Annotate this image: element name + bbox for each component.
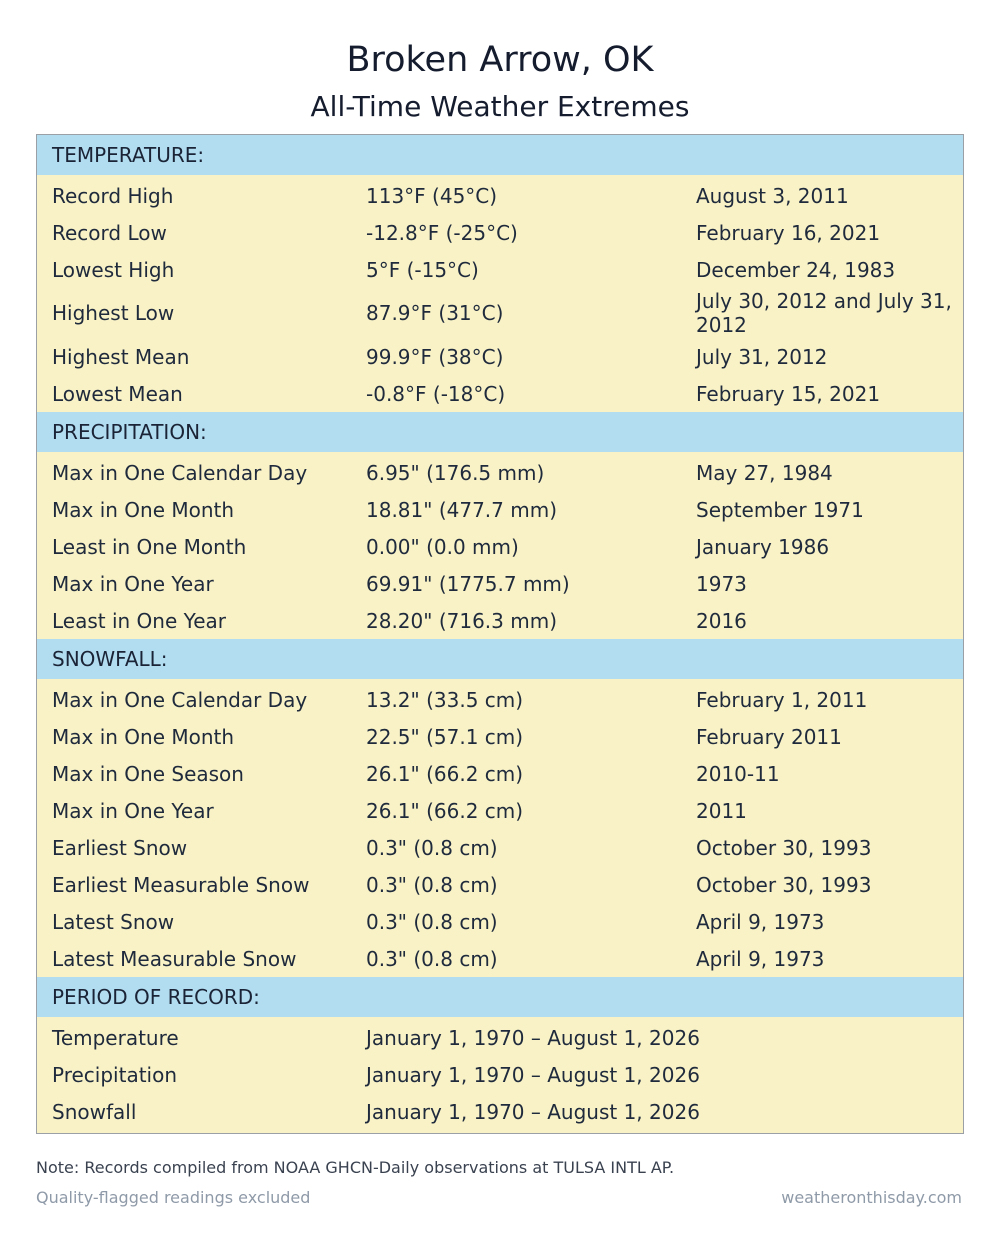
row-date: February 15, 2021 (696, 381, 881, 406)
row-date: August 3, 2011 (696, 183, 849, 208)
row-date: April 9, 1973 (696, 909, 825, 934)
row-label: Max in One Calendar Day (52, 460, 308, 485)
row-label: Snowfall (52, 1099, 137, 1124)
table-row (37, 903, 963, 940)
row-date: 2010-11 (696, 761, 780, 786)
table-row (37, 214, 963, 251)
row-date: February 1, 2011 (696, 687, 868, 712)
source-credit: weatheronthisday.com (781, 1188, 962, 1207)
table-row (37, 288, 963, 338)
row-value: -0.8°F (-18°C) (366, 381, 506, 406)
table-row (37, 681, 963, 718)
page-subtitle: All-Time Weather Extremes (310, 90, 690, 123)
table-row (37, 251, 963, 288)
row-label: Max in One Season (52, 761, 244, 786)
row-value: 0.3" (0.8 cm) (366, 872, 498, 897)
table-row (37, 528, 963, 565)
row-value: 18.81" (477.7 mm) (366, 497, 557, 522)
row-date: 2011 (696, 798, 747, 823)
row-value: 26.1" (66.2 cm) (366, 798, 524, 823)
table-row (37, 866, 963, 903)
row-date: December 24, 1983 (696, 257, 896, 282)
extremes-table (36, 134, 964, 1134)
row-label: Least in One Year (52, 608, 226, 633)
table-row (37, 1056, 963, 1093)
row-label: Highest Low (52, 301, 175, 325)
row-value: 0.3" (0.8 cm) (366, 909, 498, 934)
table-row (37, 718, 963, 755)
footnote: Note: Records compiled from NOAA GHCN-Daily observations at TULSA INTL AP. (36, 1158, 675, 1177)
row-value: 6.95" (176.5 mm) (366, 460, 545, 485)
table-row (37, 454, 963, 491)
row-value: 69.91" (1775.7 mm) (366, 571, 570, 596)
row-value: 28.20" (716.3 mm) (366, 608, 557, 633)
row-value: January 1, 1970 – August 1, 2026 (366, 1062, 700, 1087)
row-date: 1973 (696, 571, 747, 596)
table-row (37, 1093, 963, 1130)
row-label: Record Low (52, 220, 167, 245)
row-date: September 1971 (696, 497, 864, 522)
row-label: Max in One Year (52, 798, 214, 823)
row-date: July 31, 2012 (696, 344, 828, 369)
table-row (37, 1019, 963, 1056)
row-label: Lowest Mean (52, 381, 183, 406)
table-row (37, 565, 963, 602)
row-date: July 30, 2012 and July 31, 2012 (696, 289, 952, 337)
table-row (37, 375, 963, 412)
row-value: 5°F (-15°C) (366, 257, 479, 282)
row-label: Latest Measurable Snow (52, 946, 297, 971)
table-row (37, 829, 963, 866)
row-label: Lowest High (52, 257, 175, 282)
row-value: 0.3" (0.8 cm) (366, 946, 498, 971)
table-row (37, 177, 963, 214)
row-value: 26.1" (66.2 cm) (366, 761, 524, 786)
row-value: 0.3" (0.8 cm) (366, 835, 498, 860)
section-header-temperature: TEMPERATURE: (37, 135, 963, 175)
section-header-period-of-record: PERIOD OF RECORD: (37, 977, 963, 1017)
row-label: Highest Mean (52, 344, 190, 369)
row-label: Precipitation (52, 1062, 178, 1087)
page-title: Broken Arrow, OK (346, 40, 654, 80)
row-value: 113°F (45°C) (366, 183, 498, 208)
row-date: January 1986 (696, 534, 830, 559)
table-row (37, 491, 963, 528)
row-value: 87.9°F (31°C) (366, 301, 504, 325)
table-row (37, 792, 963, 829)
section-header-precipitation: PRECIPITATION: (37, 412, 963, 452)
table-row (37, 940, 963, 977)
row-label: Max in One Month (52, 724, 235, 749)
row-date: February 2011 (696, 724, 842, 749)
row-date: April 9, 1973 (696, 946, 825, 971)
row-label: Max in One Month (52, 497, 235, 522)
row-label: Record High (52, 183, 174, 208)
row-date: May 27, 1984 (696, 460, 833, 485)
row-value: 0.00" (0.0 mm) (366, 534, 519, 559)
row-date: October 30, 1993 (696, 872, 872, 897)
section-header-snowfall: SNOWFALL: (37, 639, 963, 679)
row-value: January 1, 1970 – August 1, 2026 (366, 1025, 700, 1050)
row-value: January 1, 1970 – August 1, 2026 (366, 1099, 700, 1124)
row-label: Temperature (52, 1025, 179, 1050)
row-value: 13.2" (33.5 cm) (366, 687, 524, 712)
row-date: 2016 (696, 608, 747, 633)
row-label: Least in One Month (52, 534, 247, 559)
row-label: Earliest Snow (52, 835, 188, 860)
table-row (37, 755, 963, 792)
quality-note: Quality-flagged readings excluded (36, 1188, 311, 1207)
table-row (37, 602, 963, 639)
row-date: February 16, 2021 (696, 220, 881, 245)
row-date: October 30, 1993 (696, 835, 872, 860)
row-label: Latest Snow (52, 909, 175, 934)
row-value: -12.8°F (-25°C) (366, 220, 518, 245)
row-value: 99.9°F (38°C) (366, 344, 504, 369)
table-row (37, 338, 963, 375)
row-label: Max in One Year (52, 571, 214, 596)
row-label: Earliest Measurable Snow (52, 872, 310, 897)
row-label: Max in One Calendar Day (52, 687, 308, 712)
row-value: 22.5" (57.1 cm) (366, 724, 524, 749)
